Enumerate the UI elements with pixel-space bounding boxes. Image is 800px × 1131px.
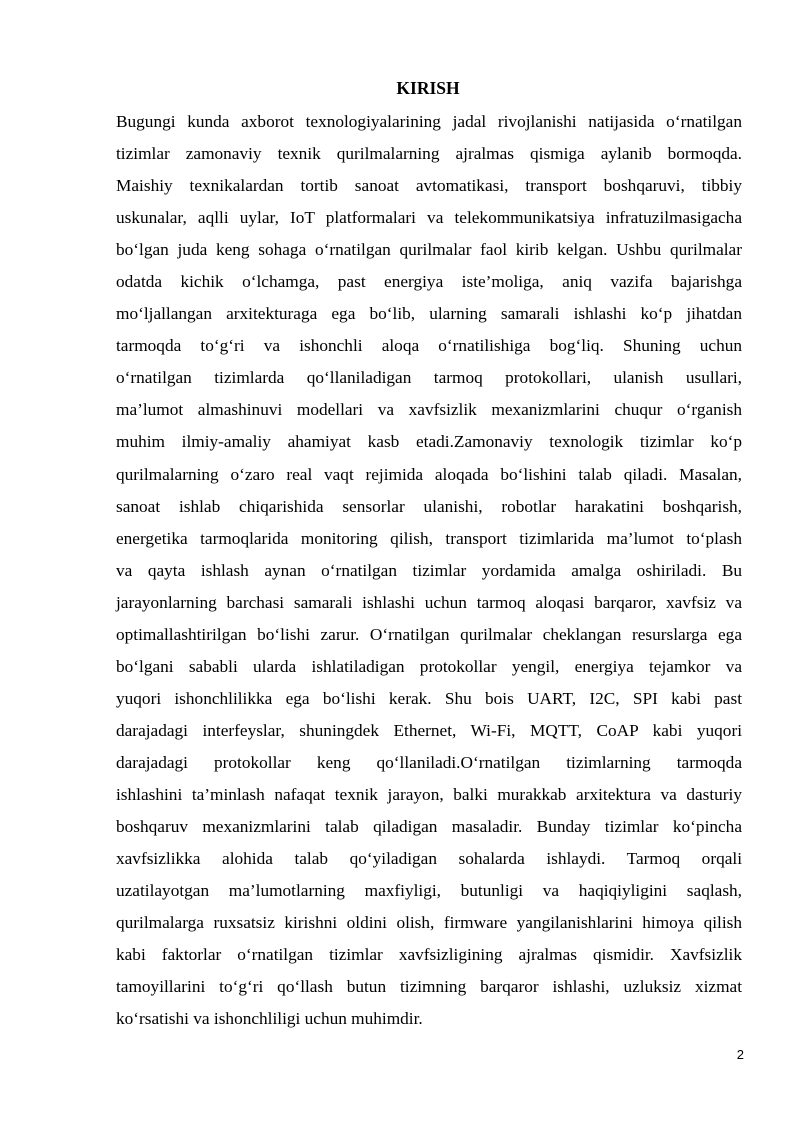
text-line: ishlashini ta’minlash nafaqat texnik jarayon, balki murakkab arxitektura va dasturiy (116, 784, 742, 804)
text-line: yuqori ishonchlilikka ega bo‘lishi kerak. Shu bois UART, I2C, SPI kabi past (116, 688, 742, 708)
text-line: uzatilayotgan ma’lumotlarning maxfiyligi, butunligi va haqiqiyligini saqlash, (116, 881, 742, 901)
text-line: energetika tarmoqlarida monitoring qilish, transport tizimlarida ma’lumot to‘plash (116, 528, 742, 548)
body-paragraph (116, 106, 742, 1035)
text-line: ko‘rsatishi va ishonchliligi uchun muhimdir. (116, 1009, 423, 1029)
text-line: sanoat ishlab chiqarishida sensorlar ulanishi, robotlar harakatini boshqarish, (116, 496, 742, 516)
text-line: optimallashtirilgan bo‘lishi zarur. O‘rnatilgan qurilmalar cheklangan resurslarga ega (116, 624, 742, 644)
text-line: ma’lumot almashinuvi modellari va xavfsizlik mexanizmlarini chuqur o‘rganish (116, 400, 742, 420)
text-line: tamoyillarini to‘g‘ri qo‘llash butun tizimning barqaror ishlashi, uzluksiz xizmat (116, 977, 742, 997)
page-number: 2 (736, 1047, 744, 1062)
section-heading: KIRISH (396, 78, 460, 98)
text-line: qurilmalarga ruxsatsiz kirishni oldini olish, firmware yangilanishlarini himoya qilish (116, 913, 742, 933)
text-line: o‘rnatilgan tizimlarda qo‘llaniladigan tarmoq protokollari, ulanish usullari, (116, 368, 742, 388)
text-line: kabi faktorlar o‘rnatilgan tizimlar xavfsizligining ajralmas qismidir. Xavfsizlik (116, 945, 742, 965)
text-line: odatda kichik o‘lchamga, past energiya iste’moliga, aniq vazifa bajarishga (116, 272, 742, 292)
text-line: Bugungi kunda axborot texnologiyalarining jadal rivojlanishi natijasida o‘rnatilgan (116, 112, 742, 131)
text-line: muhim ilmiy-amaliy ahamiyat kasb etadi.Zamonaviy texnologik tizimlar ko‘p (116, 432, 742, 452)
text-line: tizimlar zamonaviy texnik qurilmalarning ajralmas qismiga aylanib bormoqda. (116, 144, 742, 164)
text-line: bo‘lgan juda keng sohaga o‘rnatilgan qurilmalar faol kirib kelgan. Ushbu qurilmalar (116, 240, 742, 260)
text-line: va qayta ishlash aynan o‘rnatilgan tizimlar yordamida amalga oshiriladi. Bu (116, 560, 742, 580)
text-line: tarmoqda to‘g‘ri va ishonchli aloqa o‘rnatilishiga bog‘liq. Shuning uchun (116, 336, 742, 356)
text-line: boshqaruv mexanizmlarini talab qiladigan masaladir. Bunday tizimlar ko‘pincha (116, 817, 742, 837)
text-line: xavfsizlikka alohida talab qo‘yiladigan sohalarda ishlaydi. Tarmoq orqali (116, 849, 742, 869)
text-line: darajadagi protokollar keng qo‘llaniladi.O‘rnatilgan tizimlarning tarmoqda (116, 752, 742, 772)
text-line: darajadagi interfeyslar, shuningdek Ethernet, Wi-Fi, MQTT, CoAP kabi yuqori (116, 720, 742, 740)
text-line: mo‘ljallangan arxitekturaga ega bo‘lib, ularning samarali ishlashi ko‘p jihatdan (116, 304, 742, 324)
text-line: uskunalar, aqlli uylar, IoT platformalari va telekommunikatsiya infratuzilmasigacha (116, 208, 742, 228)
text-line: qurilmalarning o‘zaro real vaqt rejimida aloqada bo‘lishini talab qiladi. Masalan, (116, 464, 742, 484)
text-line: Maishiy texnikalardan tortib sanoat avtomatikasi, transport boshqaruvi, tibbiy (116, 176, 742, 196)
text-line: jarayonlarning barchasi samarali ishlashi uchun tarmoq aloqasi barqaror, xavfsiz va (116, 592, 742, 612)
text-line: bo‘lgani sababli ularda ishlatiladigan protokollar yengil, energiya tejamkor va (116, 656, 742, 676)
